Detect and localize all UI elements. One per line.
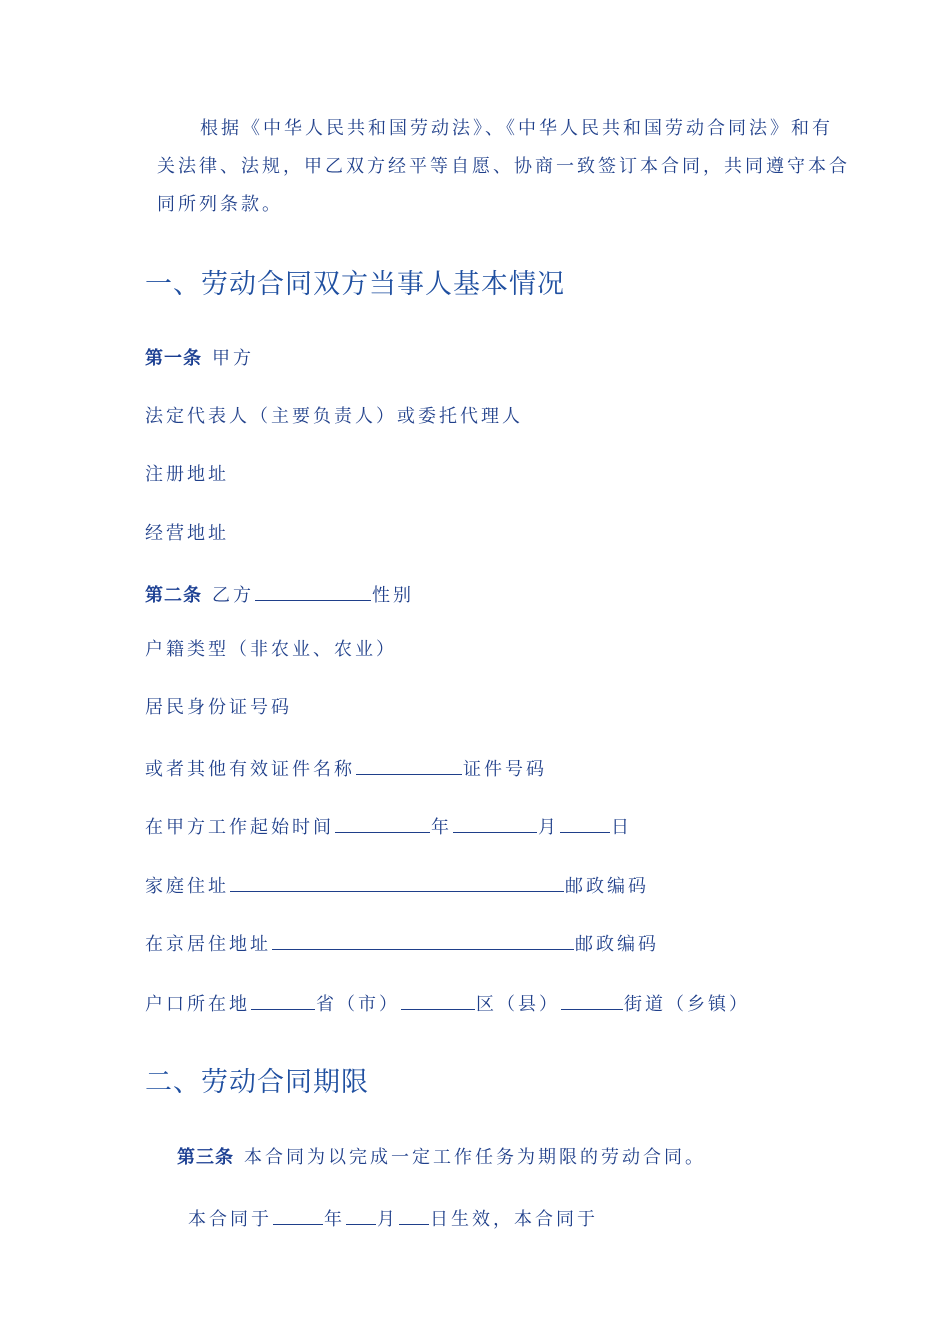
beijing-address-field	[145, 929, 659, 957]
street-blank[interactable]	[561, 989, 623, 1010]
home-address-label: 家庭住址	[145, 876, 229, 897]
effective-prefix: 本合同于	[188, 1209, 272, 1230]
article-1	[145, 347, 254, 371]
biz-address-field: 经营地址	[145, 523, 229, 544]
hukou-location-label: 户口所在地	[145, 994, 250, 1015]
postcode-label-2: 邮政编码	[575, 934, 659, 955]
start-time-field	[145, 812, 632, 840]
effective-month-blank[interactable]	[346, 1204, 376, 1225]
intro-line-1: 根据《中华人民共和国劳动法》、《中华人民共和国劳动合同法》和有	[200, 118, 833, 139]
postcode-label-1: 邮政编码	[565, 876, 649, 897]
month-blank[interactable]	[453, 812, 537, 833]
start-time-label: 在甲方工作起始时间	[145, 817, 334, 838]
section-heading-1: 一、劳动合同双方当事人基本情况	[145, 269, 565, 300]
home-address-field	[145, 871, 649, 899]
name-blank[interactable]	[255, 580, 371, 601]
article-3	[177, 1146, 706, 1170]
article-2-text: 乙方	[212, 585, 254, 606]
intro-line-3: 同所列条款。	[157, 194, 283, 215]
hukou-location-field	[145, 989, 750, 1017]
article-2-label: 第二条	[145, 585, 202, 606]
reg-address-field: 注册地址	[145, 464, 229, 485]
day-blank[interactable]	[560, 812, 610, 833]
effective-day-blank[interactable]	[399, 1204, 429, 1225]
year-label: 年	[431, 817, 452, 838]
province-label: 省（市）	[316, 994, 400, 1015]
month-label: 月	[538, 817, 559, 838]
year-blank[interactable]	[335, 812, 430, 833]
other-id-label: 或者其他有效证件名称	[145, 759, 355, 780]
effective-suffix: 日生效，本合同于	[430, 1209, 598, 1230]
street-label: 街道（乡镇）	[624, 994, 750, 1015]
home-address-blank[interactable]	[230, 871, 564, 892]
effective-month-label: 月	[377, 1209, 398, 1230]
article-3-text: 本合同为以完成一定工作任务为期限的劳动合同。	[244, 1147, 706, 1168]
district-label: 区（县）	[476, 994, 560, 1015]
beijing-address-blank[interactable]	[272, 929, 574, 950]
effective-year-blank[interactable]	[273, 1204, 323, 1225]
province-blank[interactable]	[251, 989, 315, 1010]
beijing-address-label: 在京居住地址	[145, 934, 271, 955]
article-2	[145, 580, 414, 608]
cert-number-label: 证件号码	[463, 759, 547, 780]
section-heading-2: 二、劳动合同期限	[145, 1067, 369, 1098]
effective-year-label: 年	[324, 1209, 345, 1230]
effective-date-field	[188, 1204, 598, 1232]
other-id-field	[145, 754, 547, 782]
district-blank[interactable]	[401, 989, 475, 1010]
article-3-label: 第三条	[177, 1147, 234, 1168]
legal-rep-field: 法定代表人（主要负责人）或委托代理人	[145, 406, 523, 427]
gender-label: 性别	[372, 585, 414, 606]
other-id-blank[interactable]	[356, 754, 462, 775]
article-1-text: 甲方	[212, 348, 254, 369]
id-number-field: 居民身份证号码	[145, 697, 292, 718]
intro-line-2: 关法律、法规，甲乙双方经平等自愿、协商一致签订本合同，共同遵守本合	[157, 156, 850, 177]
hukou-type-field: 户籍类型（非农业、农业）	[145, 639, 397, 660]
article-1-label: 第一条	[145, 348, 202, 369]
day-label: 日	[611, 817, 632, 838]
